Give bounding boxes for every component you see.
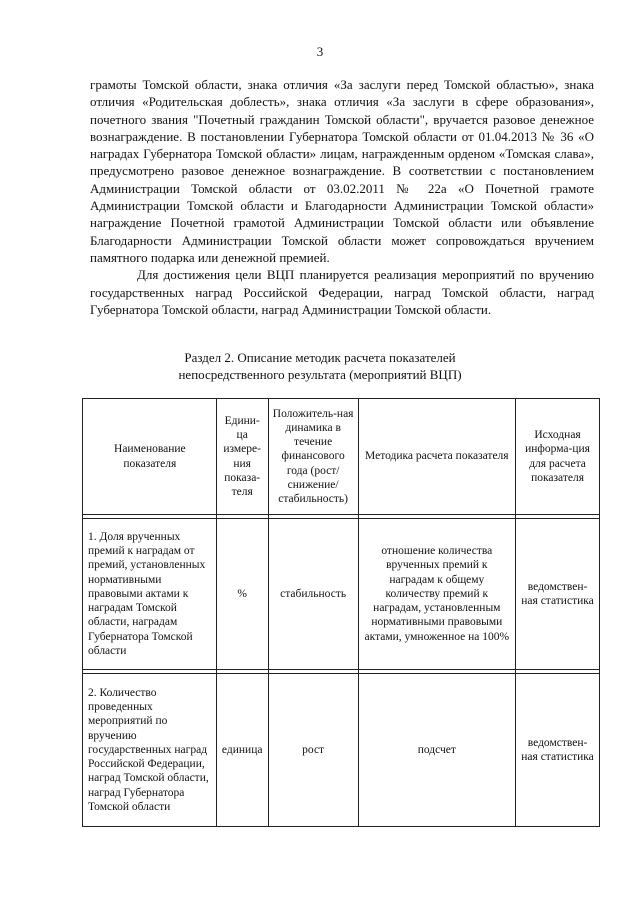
- section-title: [0, 349, 640, 383]
- row-1-method: отношение количества врученных премий к наградам к общему количеству премий к наградам, установленным нормативными правовыми актами, умноженное на 100%: [358, 519, 515, 670]
- row-1-name: 1. Доля врученных премий к наградам от премий, установленных нормативными правовыми актами к наградам Томской области, наградам Губернатора Томской области: [83, 519, 217, 670]
- row-2-name: 2. Количество проведенных мероприятий по вручению государственных наград Российской Федерации, наград Томской области, наград Губернатора Томской области: [83, 674, 217, 827]
- body-text: [90, 76, 594, 318]
- table-row: [83, 674, 600, 827]
- row-1-dynamics: стабильность: [268, 519, 358, 670]
- row-2-unit: единица: [216, 674, 268, 827]
- row-2-dynamics: рост: [268, 674, 358, 827]
- row-1-unit: %: [216, 519, 268, 670]
- header-method: Методика расчета показателя: [358, 399, 515, 515]
- table-header-row: [83, 399, 600, 515]
- header-source: Исходная информа-ция для расчета показателя: [516, 399, 600, 515]
- row-2-source: ведомствен-ная статистика: [516, 674, 600, 827]
- paragraph-1: грамоты Томской области, знака отличия «За заслуги перед Томской областью», знака отличия «Родительская доблесть», знака отличия «За заслуги в сфере образования», почетного звания "Почетный гражданин Томской области", вручается разовое денежное вознаграждение. В постановлении Губернатора Томской области от 01.04.2013 № 36 «О наградах Губернатора Томской области» лицам, награжденным орденом «Томская слава», предусмотрено разовое денежное вознаграждение. В соответствии с постановлением Администрации Томской области от 03.02.2011 № 22а «О Почетной грамоте Администрации Томской области и Благодарности Администрации Томской области» награждение Почетной грамотой Администрации Томской области или объявление Благодарности Администрации Томской области может сопровождаться вручением памятного подарка или денежной премией.: [90, 77, 594, 265]
- page-number: 3: [316, 44, 324, 59]
- section-title-line-2: непосредственного результата (мероприятий ВЦП): [178, 367, 462, 382]
- header-name: Наименование показателя: [83, 399, 217, 515]
- section-title-line-1: Раздел 2. Описание методик расчета показателей: [184, 350, 456, 365]
- table-row: [83, 519, 600, 670]
- header-unit: Едини-ца измере-ния показа-теля: [216, 399, 268, 515]
- row-2-method: подсчет: [358, 674, 515, 827]
- paragraph-2: Для достижения цели ВЦП планируется реализация мероприятий по вручению государственных наград Российской Федерации, наград Томской области, наград Губернатора Томской области, наград Администрации Томской области.: [90, 267, 594, 317]
- indicators-table: [82, 398, 600, 827]
- header-dynamics: Положитель-ная динамика в течение финансового года (рост/ снижение/ стабильность): [268, 399, 358, 515]
- row-1-source: ведомствен-ная статистика: [516, 519, 600, 670]
